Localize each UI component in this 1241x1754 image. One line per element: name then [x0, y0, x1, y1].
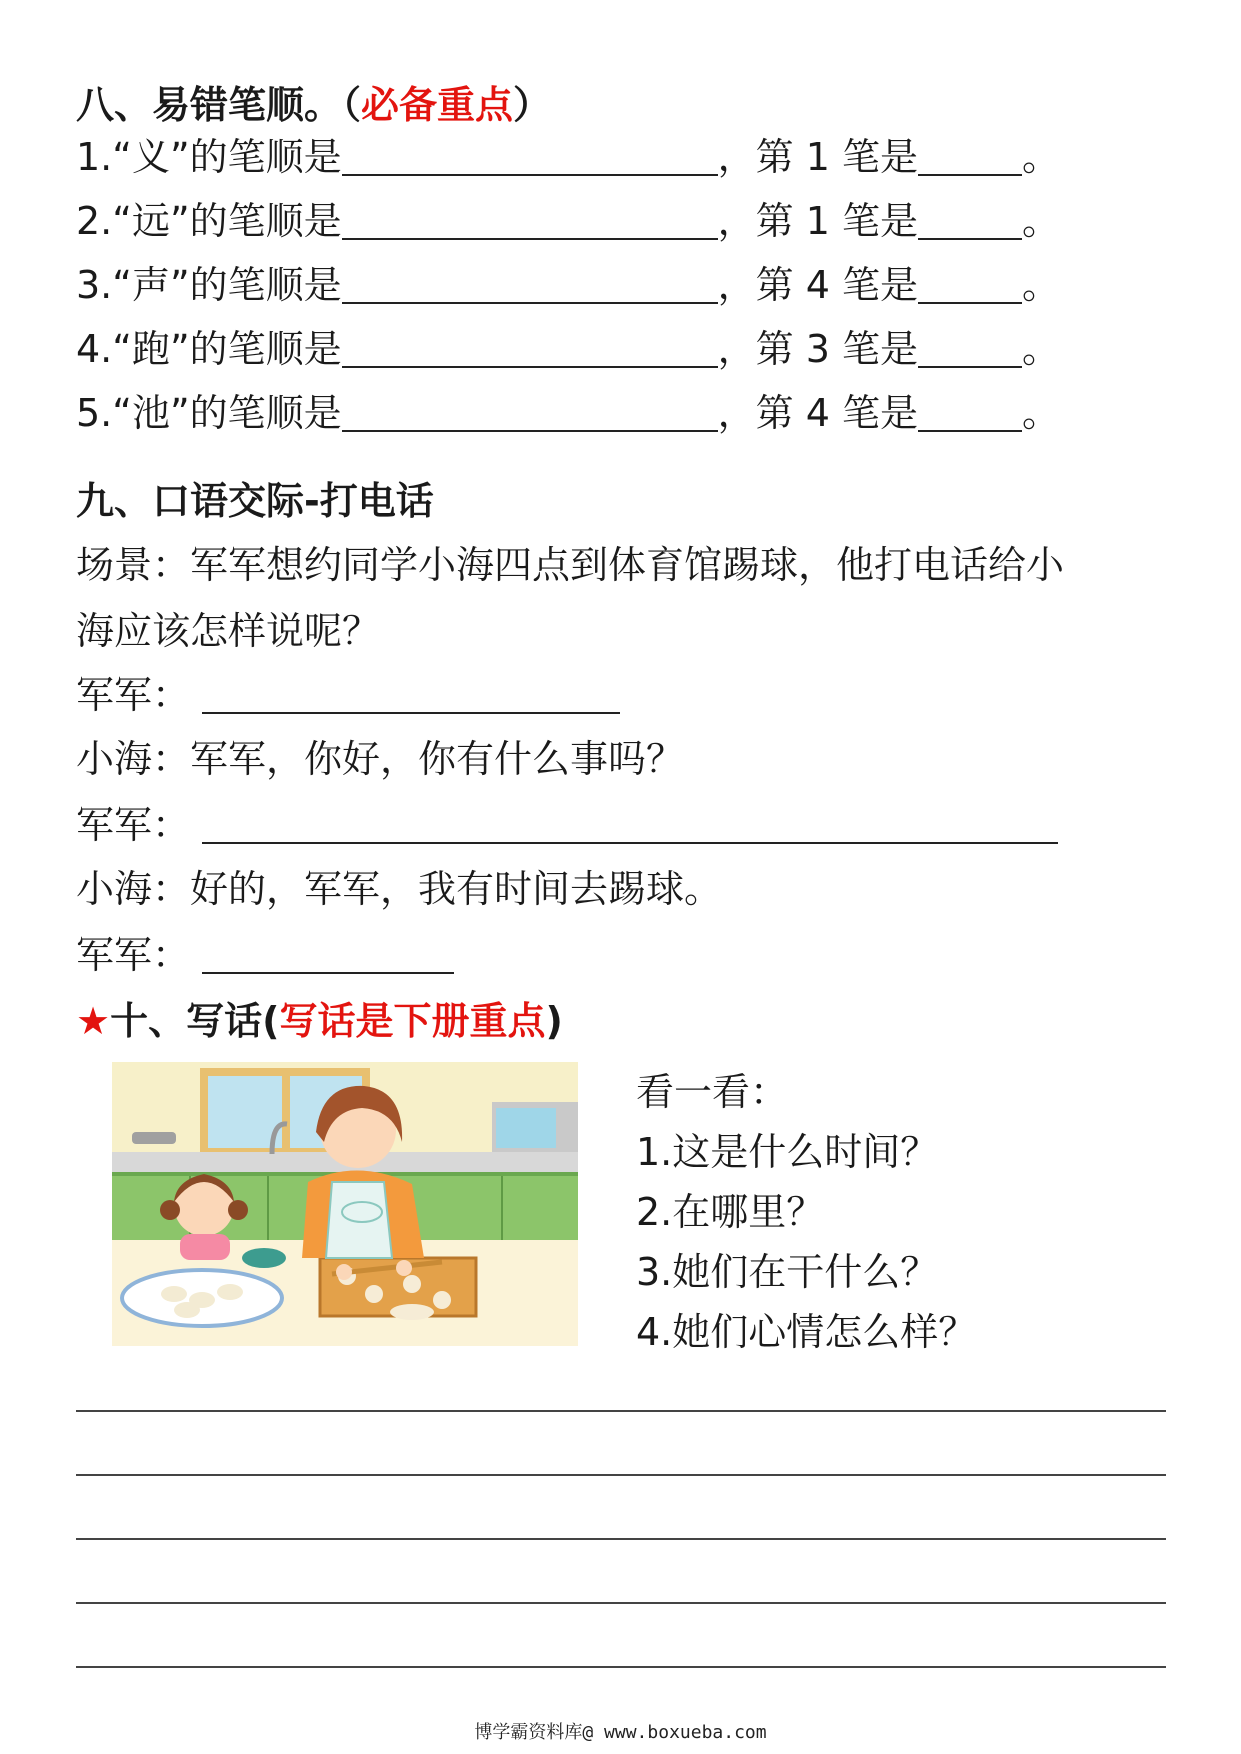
- stroke-item-prefix: 2.“远”的笔顺是: [76, 199, 342, 243]
- stroke-order-blank[interactable]: [342, 266, 718, 304]
- cooking-illustration: [112, 1062, 578, 1346]
- section-10-highlight: 写话是下册重点: [279, 999, 546, 1043]
- section-8-heading: [76, 83, 552, 127]
- stroke-item-5: [76, 391, 1060, 435]
- stroke-item-mid: ，第 1 笔是: [717, 199, 918, 243]
- dialog-speaker: 小海：: [76, 867, 191, 911]
- stroke-item-mid: ，第 1 笔是: [717, 135, 918, 179]
- question-3: 3.她们在干什么？: [636, 1250, 939, 1294]
- section-9-heading: 九、口语交际-打电话: [76, 479, 434, 523]
- stroke-item-prefix: 1.“义”的笔顺是: [76, 135, 342, 179]
- question-4: 4.她们心情怎么样？: [636, 1310, 977, 1354]
- stroke-item-mid: ，第 3 笔是: [717, 327, 918, 371]
- dialog-text: 军军，你好，你有什么事吗？: [190, 737, 685, 781]
- scene-text-line-2: 海应该怎样说呢？: [76, 609, 381, 653]
- stroke-answer-blank[interactable]: [918, 202, 1022, 240]
- star-icon: ★: [76, 999, 111, 1043]
- dialog-line-4: [76, 867, 723, 911]
- stroke-item-2: [76, 199, 1060, 243]
- stroke-item-end: 。: [1021, 391, 1060, 435]
- section-10-title: 十、写话(: [110, 999, 280, 1043]
- section-10-heading: [76, 999, 563, 1043]
- stroke-item-end: 。: [1021, 199, 1060, 243]
- footer-watermark: 博学霸资料库@ www.boxueba.com: [474, 1722, 767, 1743]
- dialog-answer-blank[interactable]: [202, 676, 620, 714]
- dialog-speaker: 小海：: [76, 737, 191, 781]
- stroke-answer-blank[interactable]: [918, 330, 1022, 368]
- stroke-item-mid: ，第 4 笔是: [717, 391, 918, 435]
- stroke-item-end: 。: [1021, 263, 1060, 307]
- stroke-order-blank[interactable]: [342, 394, 718, 432]
- dialog-line-2: [76, 737, 685, 781]
- section-8-highlight: 必备重点: [361, 83, 514, 127]
- dialog-answer-blank[interactable]: [202, 936, 454, 974]
- stroke-item-3: [76, 263, 1060, 307]
- writing-line[interactable]: [76, 1410, 1166, 1412]
- dialog-text: 好的，军军，我有时间去踢球。: [190, 867, 723, 911]
- writing-line[interactable]: [76, 1666, 1166, 1668]
- stroke-item-prefix: 5.“池”的笔顺是: [76, 391, 342, 435]
- stroke-order-blank[interactable]: [342, 202, 718, 240]
- dialog-line-1: [76, 673, 620, 717]
- dialog-answer-blank[interactable]: [202, 806, 1058, 844]
- dialog-speaker: 军军：: [76, 673, 191, 717]
- look-questions: [636, 1062, 976, 1362]
- dialog-line-3: [76, 803, 1058, 847]
- writing-line[interactable]: [76, 1602, 1166, 1604]
- stroke-answer-blank[interactable]: [918, 138, 1022, 176]
- section-8-title: 八、易错笔顺。（: [76, 83, 362, 127]
- stroke-item-4: [76, 327, 1060, 371]
- stroke-item-end: 。: [1021, 327, 1060, 371]
- dialog-speaker: 军军：: [76, 933, 191, 977]
- stroke-order-blank[interactable]: [342, 330, 718, 368]
- scene-text-line-1: 场景：军军想约同学小海四点到体育馆踢球，他打电话给小: [76, 543, 1065, 587]
- stroke-order-blank[interactable]: [342, 138, 718, 176]
- dialog-line-5: [76, 933, 454, 977]
- stroke-item-mid: ，第 4 笔是: [717, 263, 918, 307]
- question-1: 1.这是什么时间？: [636, 1130, 939, 1174]
- stroke-item-1: [76, 135, 1060, 179]
- section-8-close: ）: [513, 83, 552, 127]
- writing-line[interactable]: [76, 1538, 1166, 1540]
- stroke-item-end: 。: [1021, 135, 1060, 179]
- section-10-close: ): [545, 999, 563, 1043]
- dialog-speaker: 军军：: [76, 803, 191, 847]
- writing-line[interactable]: [76, 1474, 1166, 1476]
- stroke-answer-blank[interactable]: [918, 394, 1022, 432]
- question-2: 2.在哪里？: [636, 1190, 825, 1234]
- stroke-answer-blank[interactable]: [918, 266, 1022, 304]
- stroke-item-prefix: 3.“声”的笔顺是: [76, 263, 342, 307]
- look-label: 看一看：: [636, 1070, 789, 1114]
- stroke-item-prefix: 4.“跑”的笔顺是: [76, 327, 342, 371]
